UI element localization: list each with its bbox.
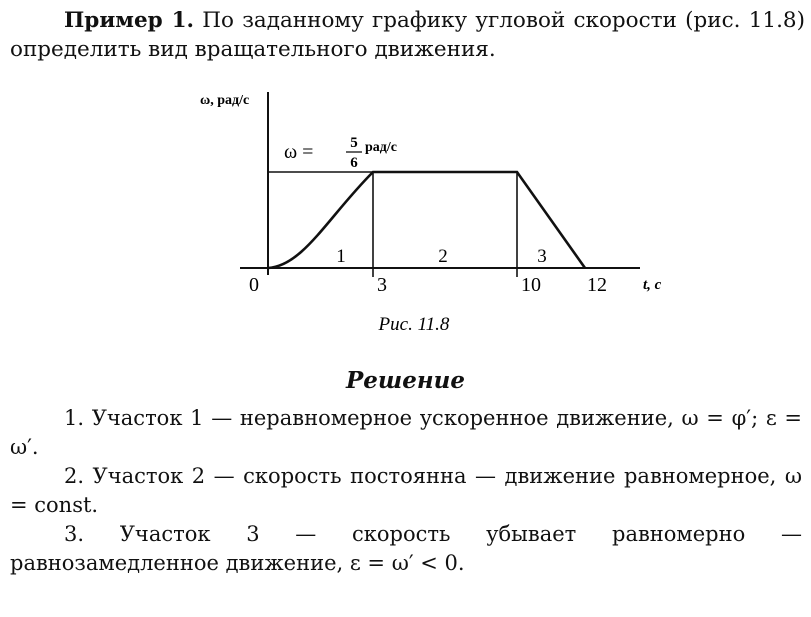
annotation-denominator: 6 (350, 155, 358, 171)
solution-item-2: 2. Участок 2 — скорость постоянна — движение равномерное, ω = const. (10, 464, 802, 517)
example-text: По заданному графику угловой скорости (рис. 11.8) определить вид вращательного движения. (10, 8, 805, 62)
annotation-unit: рад/с (365, 140, 397, 155)
x-tick-0: 0 (249, 274, 259, 296)
segment-label-2: 2 (438, 246, 448, 267)
annotation-lhs: ω = (284, 141, 314, 163)
solution-list (10, 404, 802, 578)
figure-caption: Рис. 11.8 (378, 314, 450, 335)
annotation-numerator: 5 (350, 135, 358, 151)
solution-item-1: 1. Участок 1 — неравномерное ускоренное движение, ω = φ′; ε = ω′. (10, 406, 802, 459)
x-axis-label: t, с (643, 277, 662, 293)
x-tick-3: 3 (377, 274, 387, 296)
x-tick-10: 10 (521, 274, 541, 296)
example-title: Пример 1. (64, 8, 195, 33)
y-axis-label: ω, рад/с (200, 93, 250, 108)
segment-label-3: 3 (537, 246, 547, 267)
solution-item-3: 3. Участок 3 — скорость убывает равномерно — равнозамедленное движение, ε = ω′ < 0. (10, 522, 802, 575)
x-tick-12: 12 (587, 274, 607, 296)
solution-title: Решение (345, 367, 466, 394)
segment-label-1: 1 (336, 246, 346, 267)
